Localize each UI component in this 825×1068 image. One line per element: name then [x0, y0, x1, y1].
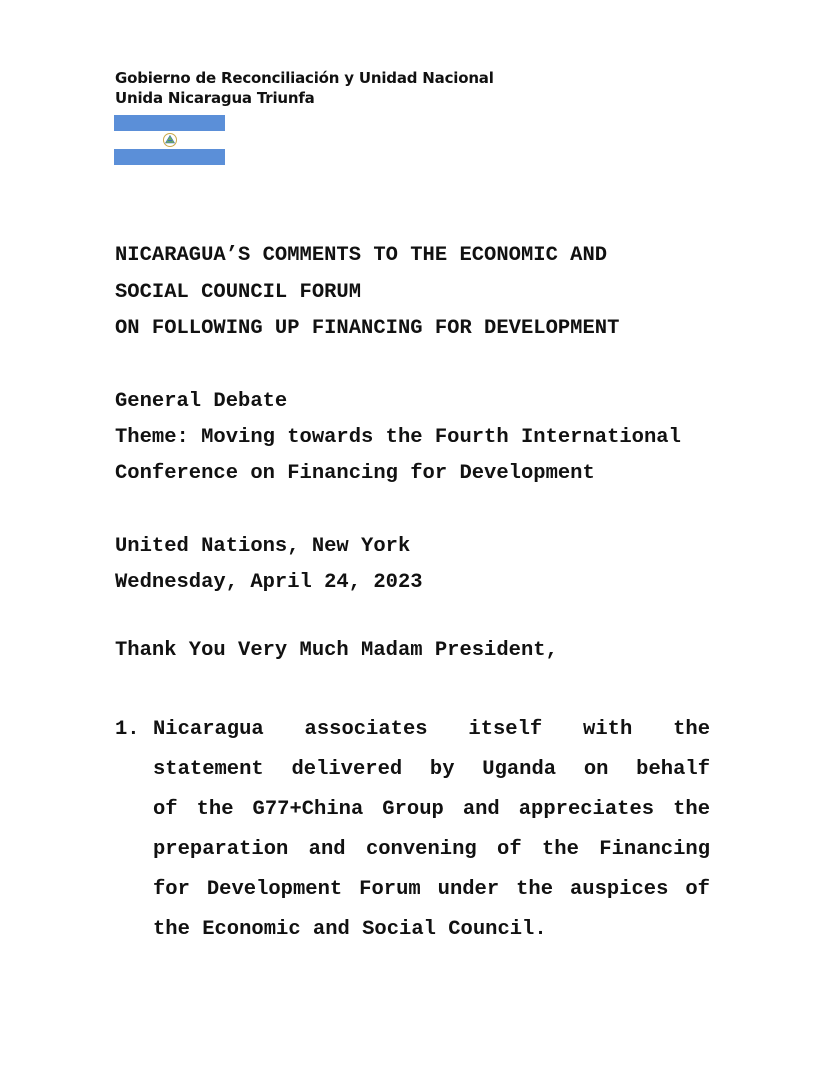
paragraph-line: the Economic and Social Council.: [153, 918, 547, 941]
flag-top-band: [114, 115, 225, 131]
debate-theme-line-2: Conference on Financing for Development: [115, 462, 595, 485]
document-title-line-3: ON FOLLOWING UP FINANCING FOR DEVELOPMENT: [115, 317, 620, 340]
debate-theme-line-1: Theme: Moving towards the Fourth International: [115, 426, 681, 449]
government-name: Gobierno de Reconciliación y Unidad Nacional: [115, 69, 494, 87]
nicaragua-flag: [114, 115, 225, 165]
document-title-line-1: NICARAGUA’S COMMENTS TO THE ECONOMIC AND: [115, 244, 608, 267]
paragraph-line: preparation and convening of the Financing: [153, 838, 710, 861]
paragraph-line: Nicaragua associates itself with the: [153, 718, 710, 741]
location-date: Wednesday, April 24, 2023: [115, 571, 423, 594]
location-place: United Nations, New York: [115, 535, 411, 558]
paragraph-number: 1.: [115, 718, 140, 741]
paragraph-line: for Development Forum under the auspices of: [153, 878, 710, 901]
government-header: [115, 68, 494, 108]
coat-of-arms-icon: [162, 132, 178, 148]
salutation: Thank You Very Much Madam President,: [115, 639, 558, 662]
flag-bottom-band: [114, 149, 225, 165]
government-motto: Unida Nicaragua Triunfa: [115, 89, 315, 107]
paragraph-line: of the G77+China Group and appreciates the: [153, 798, 710, 821]
paragraph-line: statement delivered by Uganda on behalf: [153, 758, 710, 781]
document-title-line-2: SOCIAL COUNCIL FORUM: [115, 281, 362, 304]
debate-heading: General Debate: [115, 390, 288, 413]
